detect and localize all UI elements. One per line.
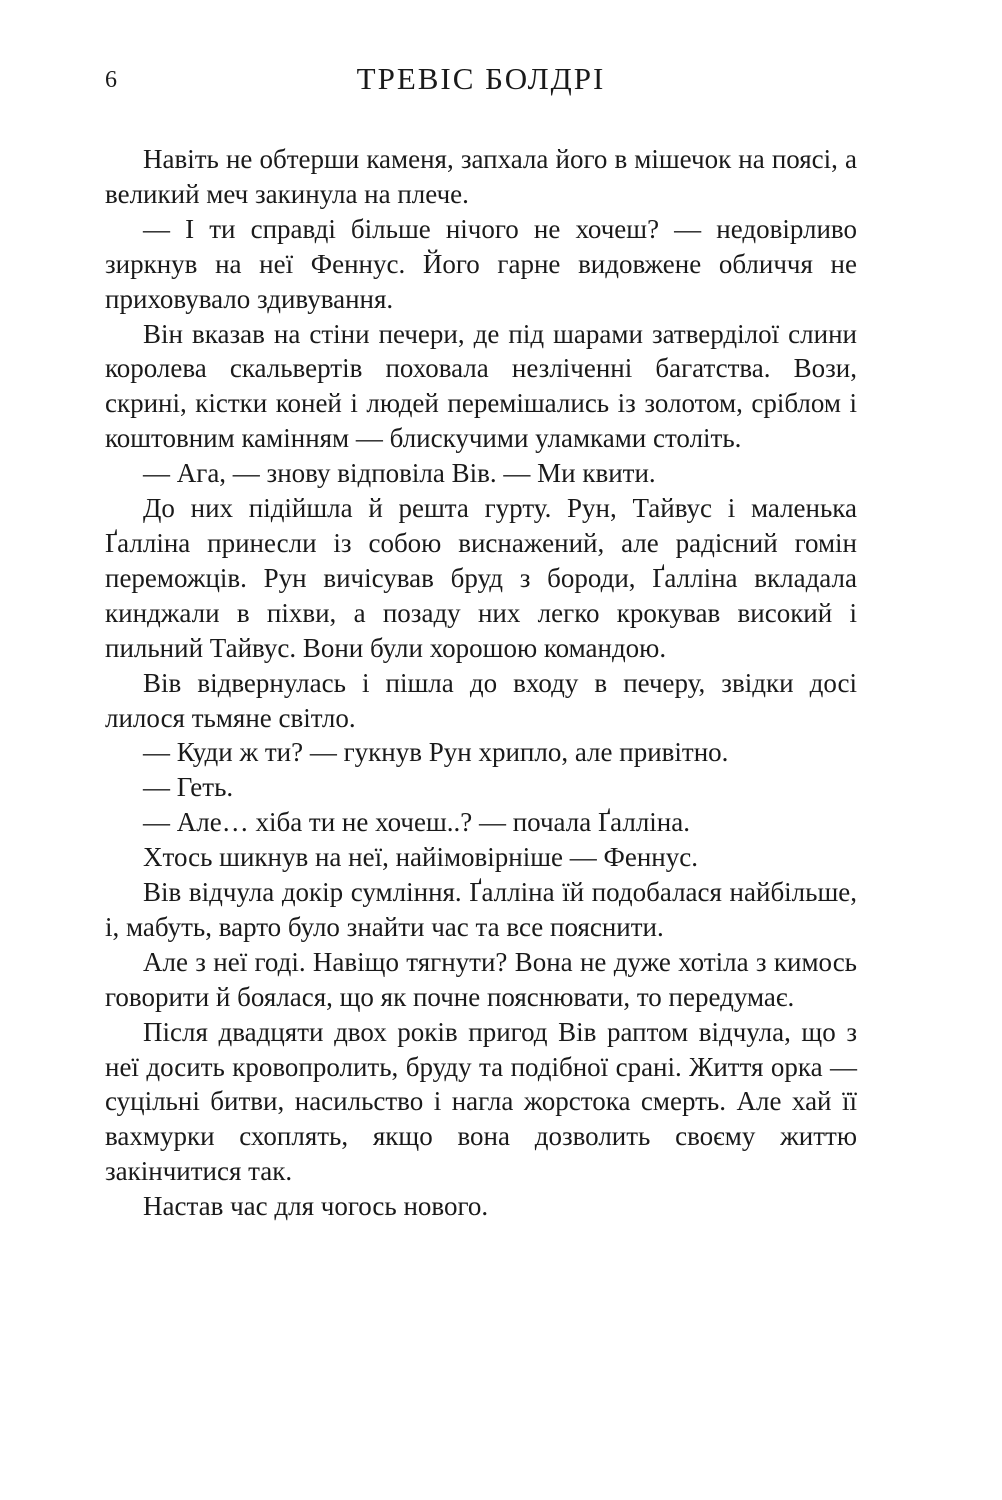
paragraph: — Але… хіба ти не хочеш..? — почала Ґалліна. — [143, 807, 690, 838]
page-number: 6 — [105, 67, 117, 93]
paragraph: — Куди ж ти? — гукнув Рун хрипло, але привітно. — [143, 737, 729, 768]
running-head — [105, 58, 857, 98]
paragraph: — Ага, — знову відповіла Вів. — Ми квити. — [143, 458, 656, 489]
paragraph: Після двадцяти двох років пригод Вів раптом відчула, що з неї досить кровопролить, бруду та подібної срані. Життя орка — суцільні битви, насильство і нагла жорстока смерть. Але хай її вахмурки схоплять, якщо вона дозволить своєму життю закінчитися так. — [105, 1016, 857, 1187]
paragraph: Настав час для чогось нового. — [143, 1191, 489, 1222]
paragraph: — І ти справді більше нічого не хочеш? — недовірливо зиркнув на неї Феннус. Його гарне видовжене обличчя не приховувало здивування. — [105, 213, 857, 314]
paragraph: Він вказав на стіни печери, де під шарами затверділої слини королева скальвертів поховала незліченні багатства. Вози, скрині, кістки коней і людей перемішались із золотом, сріблом і коштовним камінням — блискучими уламками століть. — [105, 318, 857, 454]
paragraph: Хтось шикнув на неї, найімовірніше — Феннус. — [143, 842, 698, 873]
paragraph: Навіть не обтерши каменя, запхала його в мішечок на поясі, а великий меч закинула на плече. — [105, 144, 857, 209]
paragraph: Але з неї годі. Навіщо тягнути? Вона не дуже хотіла з кимось говорити й боялася, що як почне пояснювати, то передумає. — [105, 946, 857, 1012]
paragraph: Вів відвернулась і пішла до входу в печеру, звідки досі лилося тьмяне світло. — [105, 667, 857, 733]
body-text — [105, 142, 857, 1224]
paragraph: До них підійшла й решта гурту. Рун, Тайвус і маленька Ґалліна принесли із собою виснажений, але радісний гомін переможців. Рун вичісував бруд з бороди, Ґалліна вкладала кинджали в піхви, а позаду них легко крокував високий і пильний Тайвус. Вони були хорошою командою. — [105, 493, 857, 663]
paragraph: — Геть. — [143, 772, 234, 803]
paragraph: Вів відчула докір сумління. Ґалліна їй подобалася найбільше, і, мабуть, варто було знайти час та все пояснити. — [105, 877, 857, 942]
running-head-author: ТРЕВІС БОЛДРІ — [356, 61, 606, 96]
